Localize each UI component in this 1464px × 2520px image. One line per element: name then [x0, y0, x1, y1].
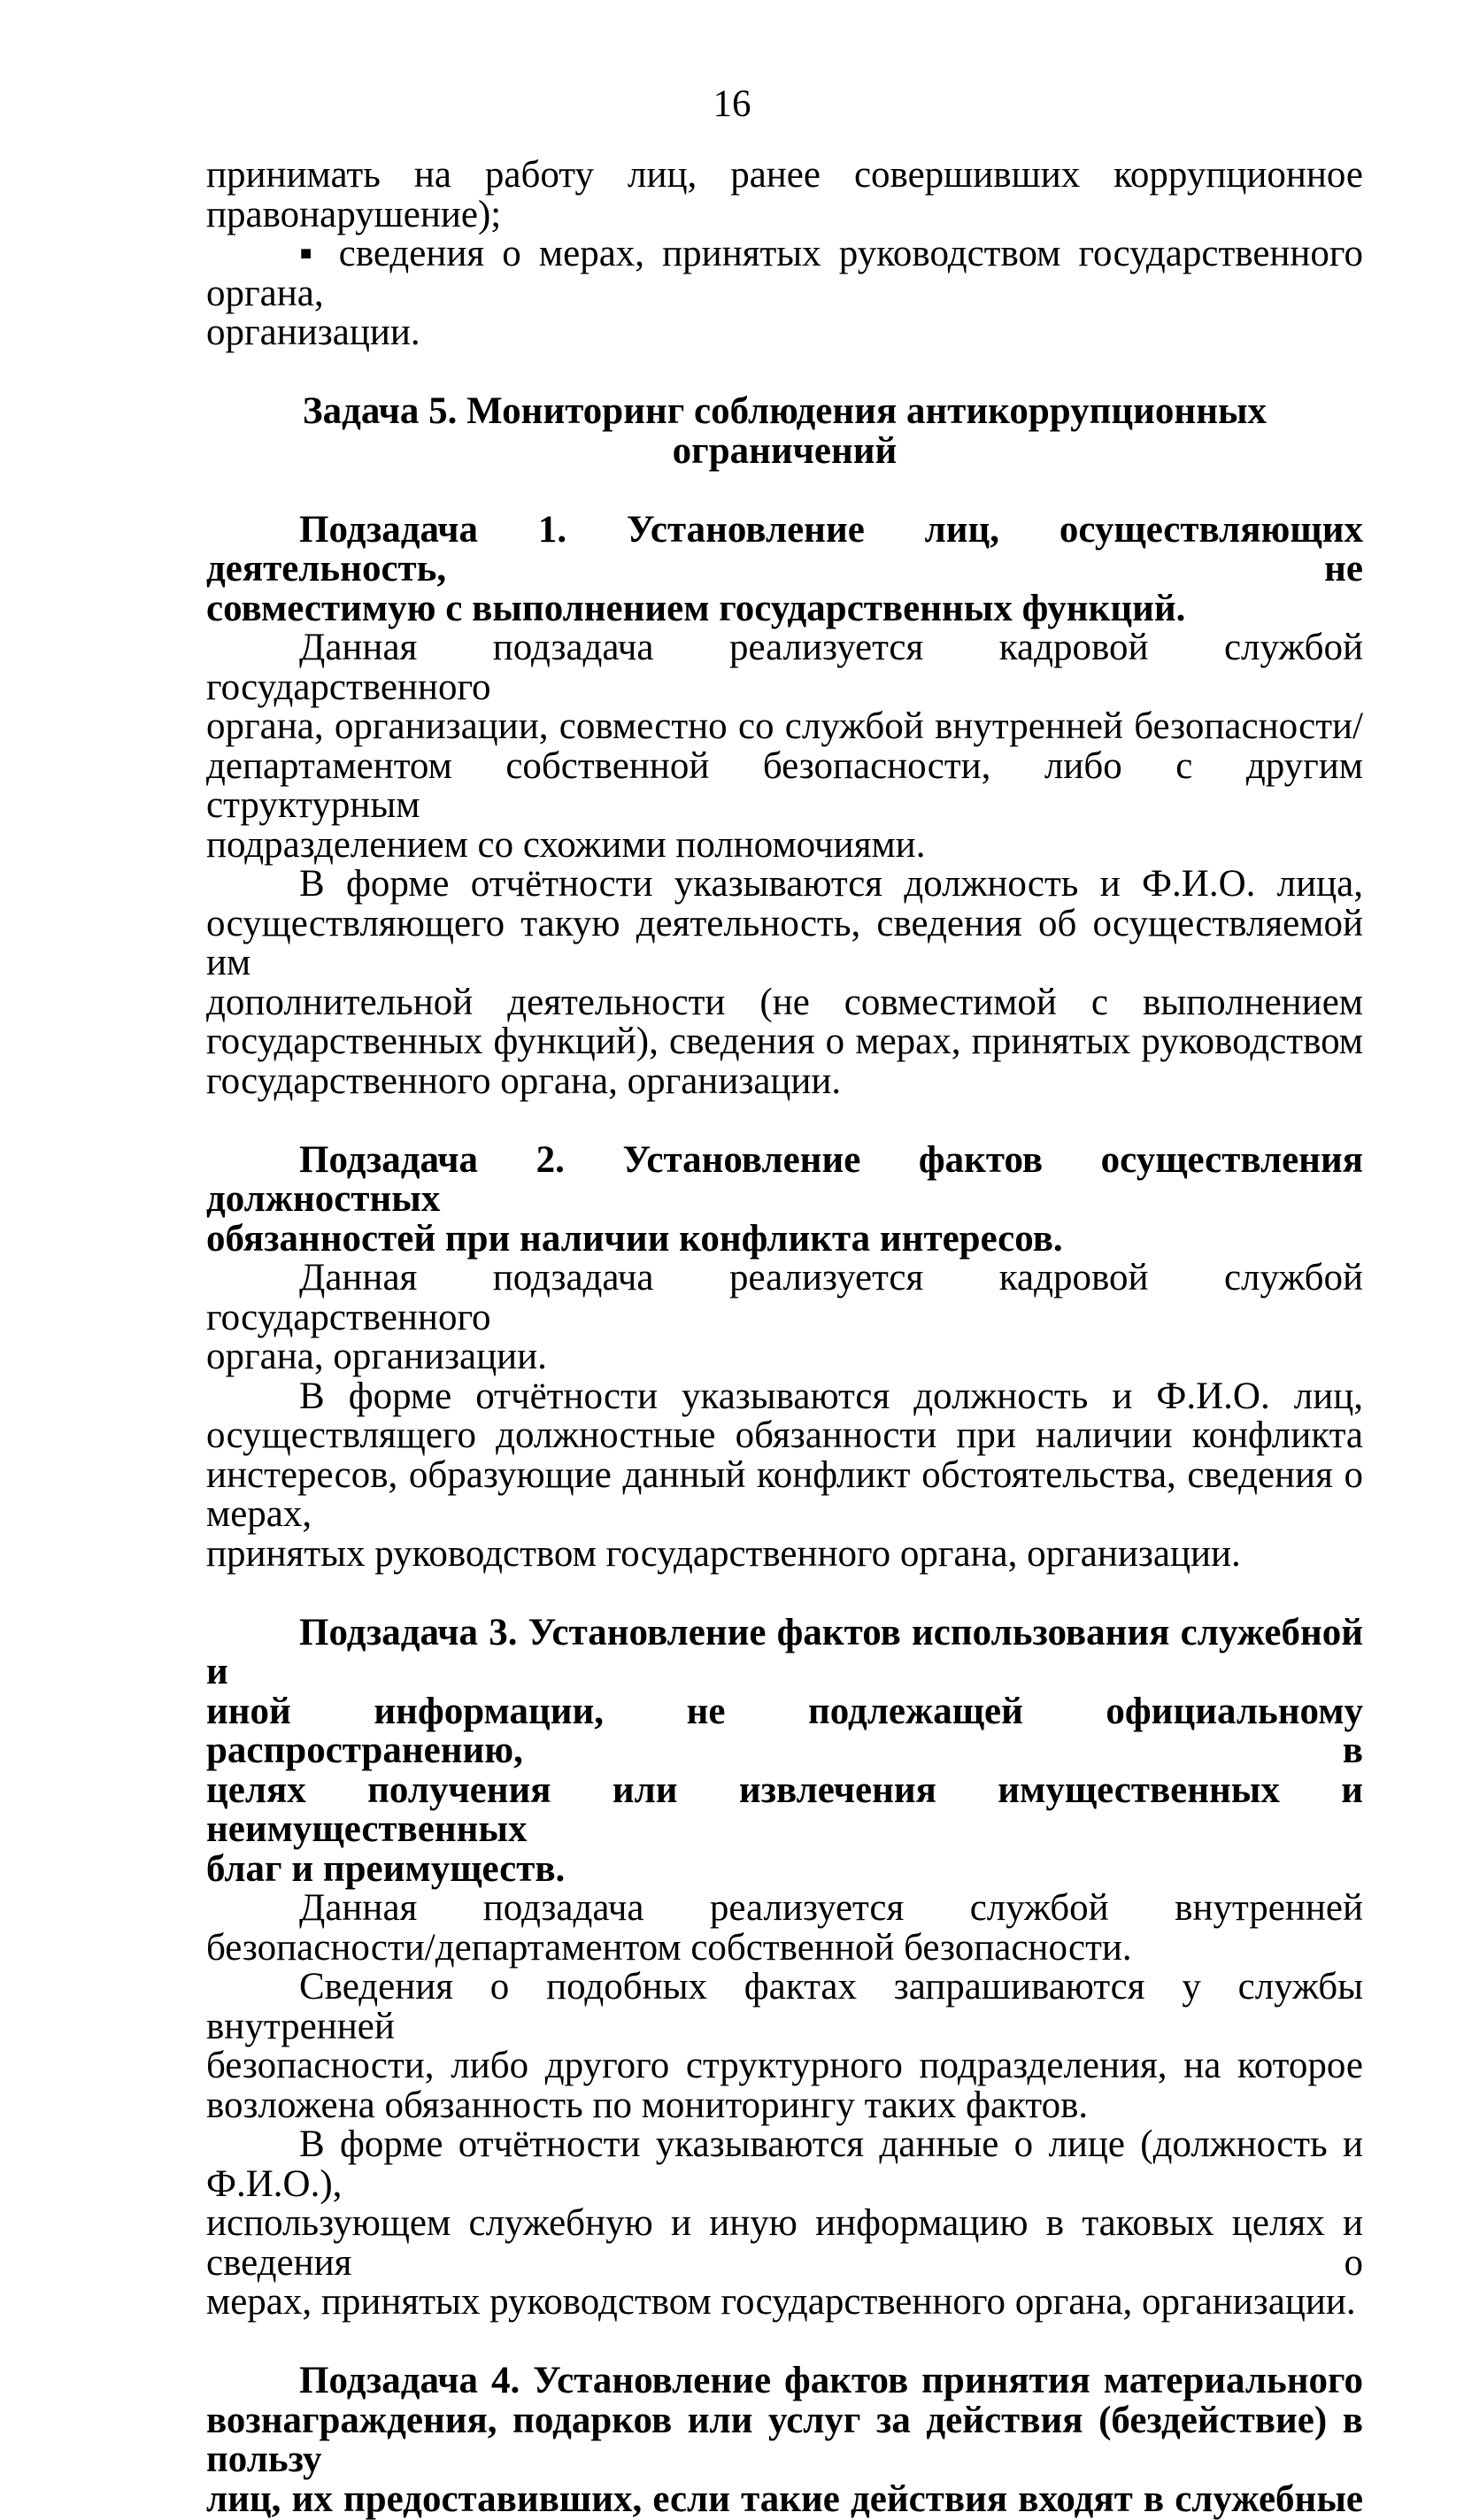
heading-line: благ и преимуществ. [206, 1847, 566, 1890]
text-line: подразделением со схожими полномочиями. [206, 823, 926, 866]
paragraph-block [206, 1889, 1363, 1968]
heading-line: обязанностей при наличии конфликта интересов. [206, 1217, 1063, 1260]
page-number: 16 [713, 83, 751, 125]
text-line: В форме отчётности указываются данные о лице (должность и Ф.И.О.), [206, 2123, 1363, 2205]
heading-line: совместимую с выполнением государственных функций. [206, 587, 1186, 629]
paragraph-block [206, 1377, 1363, 1575]
heading-line: Подзадача 2. Установление фактов осуществления должностных [206, 1138, 1363, 1220]
paragraph-block [206, 156, 1363, 235]
text-line: Данная подзадача реализуется кадровой службой государственного [206, 1257, 1363, 1338]
text-line: органа, организации. [206, 1336, 547, 1377]
heading-block [206, 2362, 1363, 2519]
text-line: государственного органа, организации. [206, 1060, 842, 1102]
paragraph-block [206, 1259, 1363, 1377]
heading-line: Подзадача 1. Установление лиц, осуществляющих деятельность, не [206, 508, 1363, 590]
paragraph-block [206, 235, 1363, 353]
document-content [206, 156, 1363, 2519]
text-line: дополнительной деятельности (не совместимой с выполнением [206, 981, 1363, 1023]
text-line: безопасности/департаментом собственной безопасности. [206, 1926, 1132, 1969]
heading-block [206, 1138, 1363, 1260]
paragraph-block [206, 1968, 1363, 2125]
paragraph-block [206, 865, 1363, 1101]
text-line: Данная подзадача реализуется кадровой службой государственного [206, 627, 1363, 708]
text-line: осуществляющего такую деятельность, сведения об осуществляемой им [206, 902, 1363, 983]
text-line: принятых руководством государственного органа, организации. [206, 1532, 1241, 1575]
heading-line: иной информации, не подлежащей официальному распространению, в [206, 1690, 1363, 1771]
text-line: использующем служебную и иную информацию в таковых целях и сведения о [206, 2202, 1363, 2284]
text-line: органа, организации, совместно со службой внутренней безопасности/ [206, 705, 1363, 747]
heading-line: целях получения или извлечения имущественных и неимущественных [206, 1769, 1363, 1850]
text-line: ▪ сведения о мерах, принятых руководством государственного органа, [206, 233, 1363, 314]
text-line: организации. [206, 312, 420, 353]
heading-line: лиц, их предоставивших, если такие действия входят в служебные [206, 2478, 1363, 2520]
text-line: инстересов, образующие данный конфликт обстоятельства, сведения о мерах, [206, 1453, 1363, 1535]
text-line: принимать на работу лиц, ранее совершивших коррупционное [206, 154, 1363, 196]
text-line: Сведения о подобных фактах запрашиваются у службы внутренней [206, 1966, 1363, 2047]
heading-line: вознаграждения, подарков или услуг за действия (бездействие) в пользу [206, 2399, 1363, 2480]
heading-block [206, 508, 1363, 629]
text-line: государственных функций), сведения о мерах, принятых руководством [206, 1021, 1363, 1062]
text-line: департаментом собственной безопасности, либо с другим структурным [206, 744, 1363, 826]
text-line: осуществлящего должностные обязанности при наличии конфликта [206, 1414, 1363, 1456]
text-line: Данная подзадача реализуется службой внутренней [299, 1887, 1363, 1929]
text-line: безопасности, либо другого структурного подразделения, на которое [206, 2045, 1363, 2086]
heading-line: Подзадача 3. Установление фактов использования служебной и [206, 1611, 1363, 1692]
text-line: В форме отчётности указываются должность и Ф.И.О. лица, [299, 863, 1363, 905]
text-line: В форме отчётности указываются должность и Ф.И.О. лиц, [299, 1375, 1363, 1417]
paragraph-block [206, 628, 1363, 865]
heading-block [206, 392, 1363, 471]
text-line: правонарушение); [206, 193, 502, 235]
text-line: мерах, принятых руководством государственного органа, организации. [206, 2281, 1356, 2323]
paragraph-block [206, 2125, 1363, 2323]
heading-line: Задача 5. Мониторинг соблюдения антикоррупционных ограничений [302, 390, 1268, 472]
text-line: возложена обязанность по мониторингу таких фактов. [206, 2084, 1089, 2126]
heading-line: Подзадача 4. Установление фактов принятия материального [299, 2360, 1363, 2401]
heading-block [206, 1611, 1363, 1890]
